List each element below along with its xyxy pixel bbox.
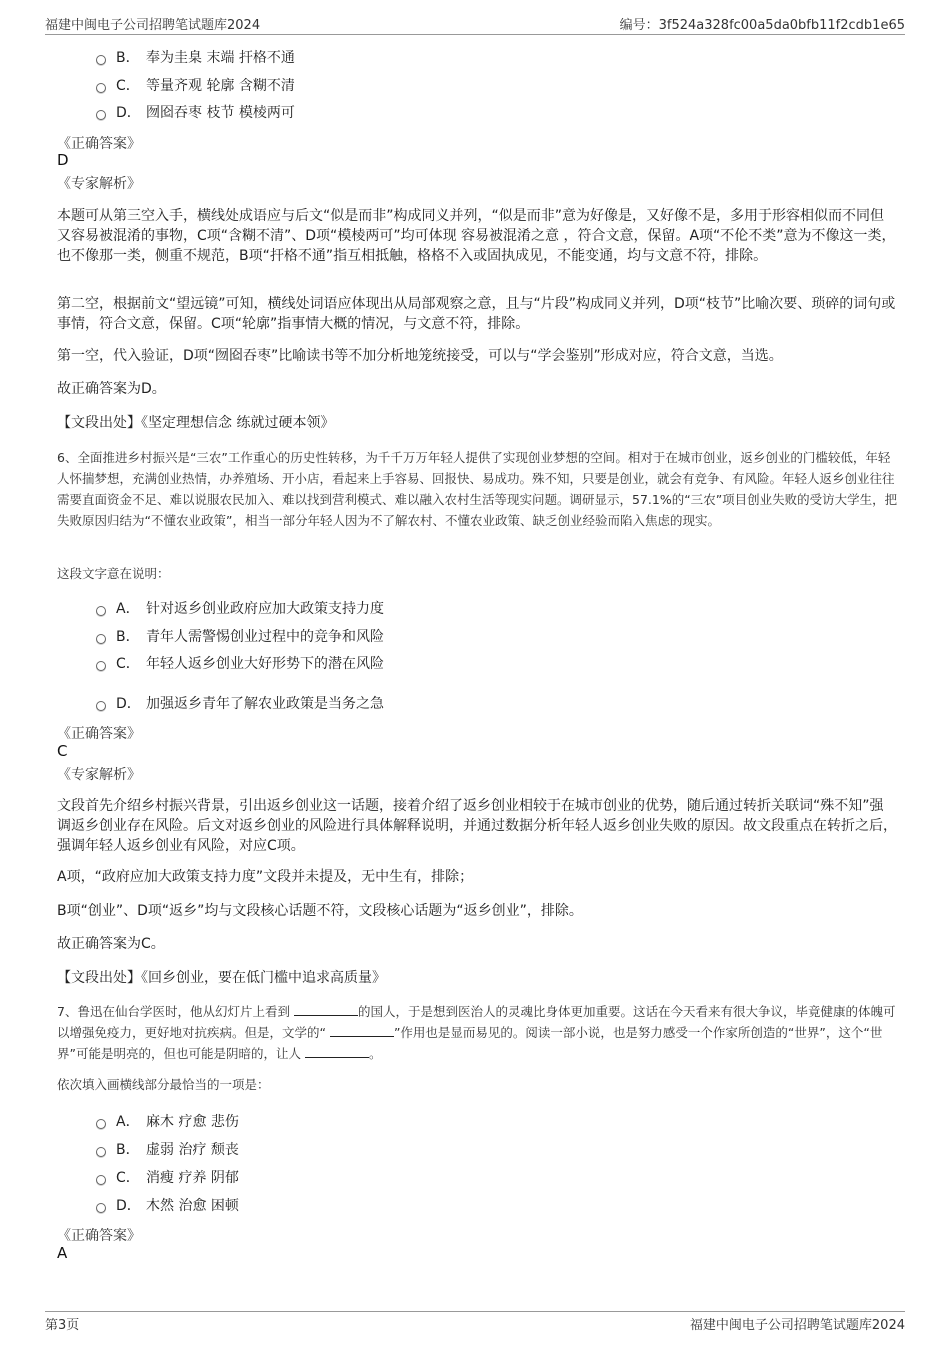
option-d[interactable] bbox=[96, 101, 295, 123]
option-d[interactable] bbox=[96, 1194, 239, 1216]
question-text: 6、全面推进乡村振兴是“三农”工作重心的历史性转移，为千千万万年轻人提供了实现创业梦想的空间。相对于在城市创业，返乡创业的门槛较低，年轻人怀揣梦想，充满创业热情，办养殖场、开小店，看起来上手容易、回报快、易成功。殊不知，只要是创业，就会有竞争、有风险。年轻人返乡创业往往需要直面资金不足、难以说服农民加入、难以找到营利模式、难以融入农村生活等现实问题。调研显示，57.1%的“三农”项目创业失败的受访大学生，把失败原因归结为“不懂农业政策”，相当一部分年轻人因为不了解农村、不懂农业政策、缺乏创业经验而陷入焦虑的现实。 bbox=[57, 450, 898, 528]
question-text-part: 的国人，于是想到医治人的灵魂比身体更加重要。这话在今天看来有很大争议，毕竟健康的体魄可以增强免疫力，更好地对抗疾病。但是，文学的“ bbox=[57, 1004, 896, 1040]
option-text: 虚弱 治疗 颓丧 bbox=[146, 1142, 239, 1158]
radio-icon[interactable] bbox=[96, 661, 106, 671]
answer-value: A bbox=[57, 1244, 68, 1262]
option-b[interactable] bbox=[96, 625, 384, 647]
option-text: 麻木 疗愈 悲伤 bbox=[146, 1114, 239, 1130]
analysis-heading: 《专家解析》 bbox=[57, 176, 141, 192]
radio-icon[interactable] bbox=[96, 701, 106, 711]
fill-blank bbox=[294, 1003, 358, 1016]
analysis-heading: 《专家解析》 bbox=[57, 767, 141, 783]
analysis-paragraph: A项，“政府应加大政策支持力度”文段并未提及，无中生有，排除； bbox=[57, 869, 474, 885]
answer-value: D bbox=[57, 151, 69, 169]
radio-icon[interactable] bbox=[96, 55, 106, 65]
option-b[interactable] bbox=[96, 1138, 239, 1160]
source-citation: 【文段出处】《回乡创业，要在低门槛中追求高质量》 bbox=[57, 970, 386, 986]
analysis-paragraph: 文段首先介绍乡村振兴背景，引出返乡创业这一话题，接着介绍了返乡创业相较于在城市创业的优势，随后通过转折关联词“殊不知”强调返乡创业存在风险。后文对返乡创业的风险进行具体解释说明，并通过数据分析年轻人返乡创业失败的原因。故文段重点在转折之后，强调年轻人返乡创业有风险，对应C项。 bbox=[57, 798, 897, 854]
option-d[interactable] bbox=[96, 692, 384, 714]
radio-icon[interactable] bbox=[96, 634, 106, 644]
question-prompt: 依次填入画横线部分最恰当的一项是： bbox=[57, 1077, 270, 1092]
option-text: 加强返乡青年了解农业政策是当务之急 bbox=[146, 696, 384, 712]
radio-icon[interactable] bbox=[96, 1175, 106, 1185]
option-c[interactable] bbox=[96, 74, 295, 96]
answer-value: C bbox=[57, 742, 68, 760]
radio-icon[interactable] bbox=[96, 1147, 106, 1157]
analysis-paragraph: 第二空，根据前文“望远镜”可知，横线处词语应体现出从局部观察之意，且与“片段”构成同义并列，D项“枝节”比喻次要、琐碎的词句或事情，符合文意，保留。C项“轮廓”指事情大概的情况，与文意不符，排除。 bbox=[57, 296, 896, 332]
option-text: 囫囵吞枣 枝节 模棱两可 bbox=[146, 105, 295, 121]
option-letter: D． bbox=[116, 1198, 141, 1214]
option-text: 奉为圭臬 末端 扞格不通 bbox=[146, 50, 295, 66]
radio-icon[interactable] bbox=[96, 1203, 106, 1213]
option-a[interactable] bbox=[96, 1110, 239, 1132]
fill-blank bbox=[305, 1045, 369, 1058]
option-letter: C． bbox=[116, 656, 140, 672]
option-text: 消瘦 疗养 阴郁 bbox=[146, 1170, 239, 1186]
option-c[interactable] bbox=[96, 652, 384, 674]
question-text-part: 7、鲁迅在仙台学医时，他从幻灯片上看到 bbox=[57, 1004, 294, 1019]
answer-heading: 《正确答案》 bbox=[57, 726, 141, 742]
answer-heading: 《正确答案》 bbox=[57, 136, 141, 152]
option-letter: A． bbox=[116, 1114, 140, 1130]
option-letter: B． bbox=[116, 1142, 140, 1158]
question-text-part: ”作用也是显而易见的。阅读一部小说，也是努力感受一个作家所创造的“世界”，这个“世界”可能是明亮的，但也可能是阴暗的，让人 bbox=[57, 1025, 883, 1061]
option-letter: C． bbox=[116, 78, 140, 94]
option-letter: B． bbox=[116, 50, 140, 66]
radio-icon[interactable] bbox=[96, 110, 106, 120]
option-letter: D． bbox=[116, 696, 141, 712]
option-letter: D． bbox=[116, 105, 141, 121]
option-text: 等量齐观 轮廓 含糊不清 bbox=[146, 78, 295, 94]
option-text: 木然 治愈 困顿 bbox=[146, 1198, 239, 1214]
question-prompt: 这段文字意在说明： bbox=[57, 566, 170, 581]
option-letter: A． bbox=[116, 601, 140, 617]
option-text: 青年人需警惕创业过程中的竞争和风险 bbox=[146, 629, 384, 645]
analysis-paragraph: 第一空，代入验证，D项“囫囵吞枣”比喻读书等不加分析地笼统接受，可以与“学会鉴别”形成对应，符合文意，当选。 bbox=[57, 348, 783, 364]
option-a[interactable] bbox=[96, 597, 384, 619]
question-text-part: 。 bbox=[368, 1046, 382, 1061]
analysis-paragraph: 故正确答案为C。 bbox=[57, 936, 165, 952]
radio-icon[interactable] bbox=[96, 606, 106, 616]
answer-heading: 《正确答案》 bbox=[57, 1228, 141, 1244]
analysis-paragraph: B项“创业”、D项“返乡”均与文段核心话题不符，文段核心话题为“返乡创业”，排除。 bbox=[57, 903, 583, 919]
page-number: 第3页 bbox=[45, 1318, 80, 1333]
question-text bbox=[57, 1001, 902, 1064]
option-b[interactable] bbox=[96, 46, 295, 68]
header-rule bbox=[45, 34, 905, 35]
header-doc-title: 福建中闽电子公司招聘笔试题库2024 bbox=[45, 18, 261, 33]
analysis-paragraph: 本题可从第三空入手，横线处成语应与后文“似是而非”构成同义并列，“似是而非”意为好像是，又好像不是，多用于形容相似而不同但又容易被混淆的事物，C项“含糊不清”、D项“模棱两可”均可体现 容易被混淆之意 ，符合文意，保留。A项“不伦不类”意为不像这一类，也不像那一类，侧重不规范，B项“扞格不通”指互相抵触，格格不入或固执成见，不能变通，均与文意不符，排除。 bbox=[57, 208, 896, 264]
analysis-paragraph: 故正确答案为D。 bbox=[57, 381, 166, 397]
option-c[interactable] bbox=[96, 1166, 239, 1188]
radio-icon[interactable] bbox=[96, 1119, 106, 1129]
option-text: 年轻人返乡创业大好形势下的潜在风险 bbox=[146, 656, 384, 672]
header-doc-id: 编号：3f524a328fc00a5da0bfb11f2cdb1e65 bbox=[619, 18, 905, 33]
option-text: 针对返乡创业政府应加大政策支持力度 bbox=[146, 601, 384, 617]
footer-doc-title: 福建中闽电子公司招聘笔试题库2024 bbox=[689, 1318, 905, 1333]
fill-blank bbox=[330, 1024, 394, 1037]
radio-icon[interactable] bbox=[96, 83, 106, 93]
option-letter: B． bbox=[116, 629, 140, 645]
footer-rule bbox=[45, 1311, 905, 1312]
source-citation: 【文段出处】《坚定理想信念 练就过硬本领》 bbox=[57, 415, 335, 431]
option-letter: C． bbox=[116, 1170, 140, 1186]
